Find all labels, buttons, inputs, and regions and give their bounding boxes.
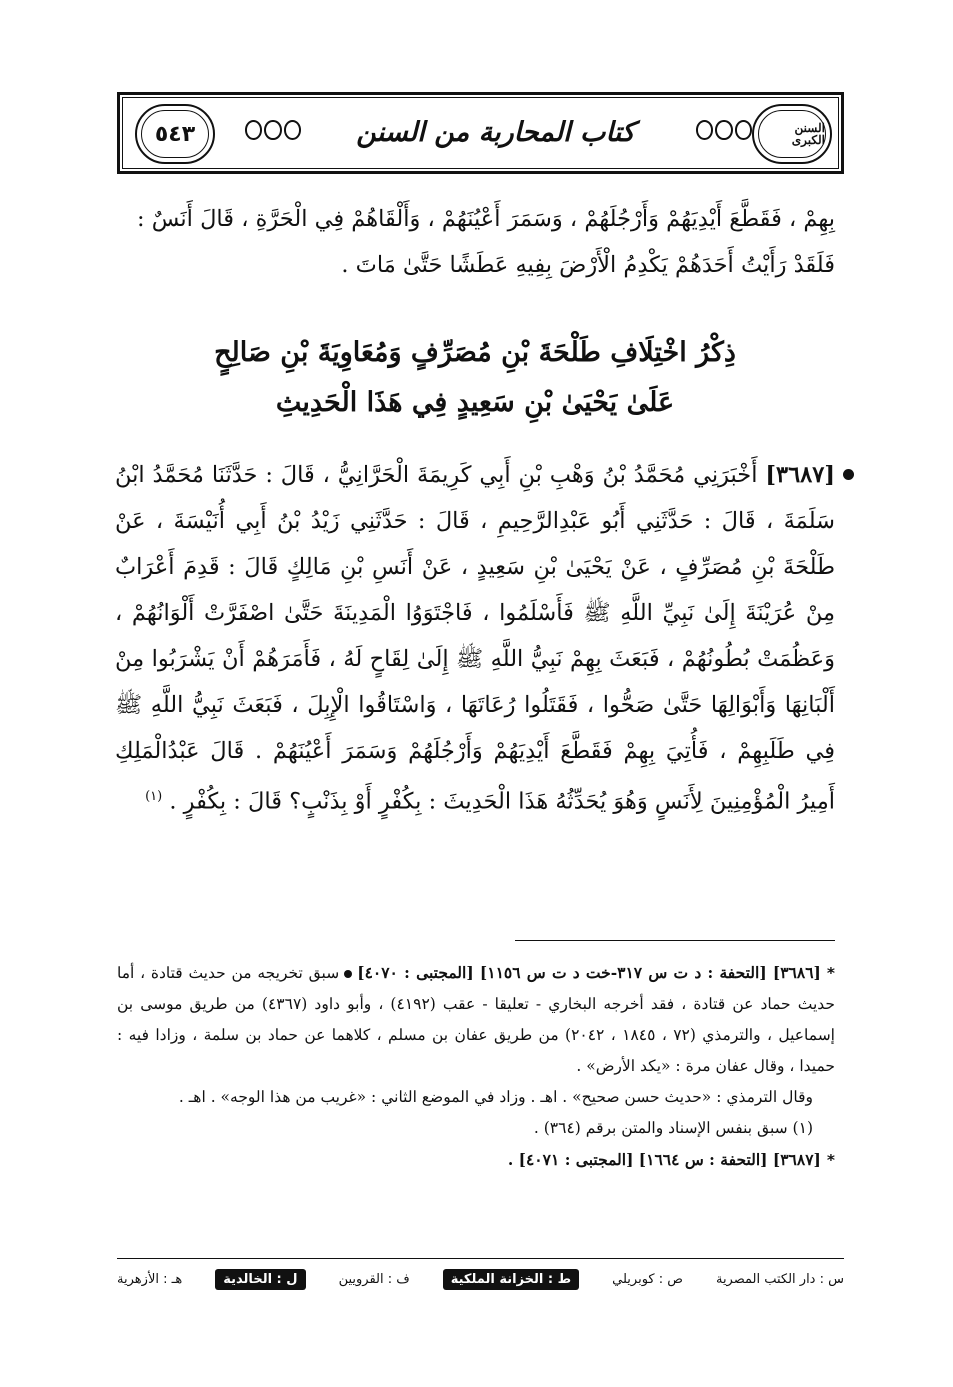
legend-fa: ف : القرويين — [338, 1271, 410, 1287]
footnote-3686-ref: [٣٦٨٦] [التحفة : د ت س ٣١٧-خت د ت س ١١٥٦] [المجتبى : ٤٠٧٠] — [357, 963, 821, 982]
emblem-badge — [752, 104, 832, 164]
intro-line-1: بِهِمْ ، فَقَطَّعَ أَيْدِيَهُمْ وَأَرْجُلَهُمْ ، وَسَمَرَ أَعْيُنَهُمْ ، وَأَلْقَاهُمْ فِي الْحَرَّةِ ، قَالَ أَنَسٌ : — [137, 206, 835, 232]
footnote-3687 — [117, 1144, 835, 1176]
legend-s: س : دار الكتب المصرية — [715, 1271, 844, 1287]
emblem-text: السنن الكبرى — [791, 121, 825, 147]
page-number: ٥٤٣ — [154, 121, 196, 147]
intro-paragraph — [115, 196, 835, 288]
footnote-reference: (١) — [145, 789, 163, 804]
footnote-1: (١) سبق بنفس الإسناد والمتن برقم (٣٦٤) . — [533, 1119, 813, 1137]
hadith-paragraph — [115, 452, 835, 825]
asterisk-icon: * — [826, 1151, 835, 1169]
legend-lam: ل : الخالدية — [215, 1269, 305, 1290]
footnote-3686 — [117, 957, 835, 1082]
bullet-icon — [843, 469, 854, 480]
page-header-frame — [117, 92, 844, 174]
footnotes — [117, 957, 835, 1176]
footnote-separator — [515, 940, 835, 941]
legend-separator — [117, 1258, 844, 1259]
book-title: كتاب المحاربة من السنن — [356, 116, 635, 148]
legend-sad: ص : كوبريلي — [612, 1271, 683, 1287]
ornament-chain-left — [245, 110, 301, 150]
hadith-number: [٣٦٨٧] — [765, 462, 835, 488]
page-number-badge — [135, 104, 215, 164]
footnote-tirmidhi: وقال الترمذي : «حديث حسن صحيح» . اهـ . وزاد في الموضع الثاني : «غريب من هذا الوجه» . اهـ . — [178, 1088, 813, 1106]
legend-ta: ط : الخزانة الملكية — [443, 1269, 579, 1290]
asterisk-icon: * — [826, 964, 835, 982]
hadith-text: أَخْبَرَنِي مُحَمَّدُ بْنُ وَهْبِ بْنِ أَبِي كَرِيمَةَ الْحَرَّانِيُّ ، قَالَ : حَدَّثَنَا مُحَمَّدُ ابْنُ سَلَمَةَ ، قَالَ : حَدَّثَنِي أَبُو عَبْدِالرَّحِيمِ ، قَالَ : حَدَّثَنِي زَيْدُ بْنُ أَبِي أُنَيْسَةَ ، عَنْ طَلْحَةَ بْنِ مُصَرِّفٍ ، عَنْ يَحْيَىٰ بْنِ سَعِيدٍ ، عَنْ أَنَسِ بْنِ مَالِكٍ قَالَ : قَدِمَ أَعْرَابٌ مِنْ عُرَيْنَةَ إِلَىٰ نَبِيِّ اللَّهِ ﷺ فَأَسْلَمُوا ، فَاجْتَوَوُا الْمَدِينَةَ حَتَّىٰ اصْفَرَّتْ أَلْوَانُهُمْ ، وَعَظُمَتْ بُطُونُهُمْ ، فَبَعَثَ بِهِمْ نَبِيُّ اللَّهِ ﷺ إِلَىٰ لِقَاحٍ لَهُ ، فَأَمَرَهُمْ أَنْ يَشْرَبُوا مِنْ أَلْبَانِهَا وَأَبْوَالِهَا حَتَّىٰ صَحُّوا ، فَقَتَلُوا رُعَاتَهَا ، وَاسْتَاقُوا الْإِبِلَ ، فَبَعَثَ نَبِيُّ اللَّهِ ﷺ فِي طَلَبِهِمْ ، فَأُتِيَ بِهِمْ فَقَطَّعَ أَيْدِيَهُمْ وَأَرْجُلَهُمْ وَسَمَرَ أَعْيُنَهُمْ . قَالَ عَبْدُالْمَلِكِ أَمِيرُ الْمُؤْمِنِينَ لِأَنَسٍ وَهُوَ يُحَدِّثُهُ هَذَا الْحَدِيثَ : بِكُفْرٍ أَوْ بِذَنْبٍ؟ قَالَ : بِكُفْرٍ . — [115, 462, 836, 815]
footnote-3686-text: سبق تخريجه من حديث قتادة ، أما حديث حماد عن قتادة ، فقد أخرجه البخاري - تعليقا - عقب (٤١٩٢) ، وأبو داود (٤٣٦٧) من طريق موسى بن إسماعيل ، والترمذي (٧٢ ، ١٨٤٥ ، ٢٠٤٢) من طريق عفان بن مسلم ، كلاهما عن حماد بن سلمة ، وزادا فيه : حميدا ، وقال عفان مرة : «يكد الأرض» . — [117, 964, 835, 1075]
ornament-chain-right — [696, 110, 752, 150]
heading-line-1: ذِكْرُ اخْتِلَافِ طَلْحَةَ بْنِ مُصَرِّفٍ وَمُعَاوِيَةَ بْنِ صَالِحٍ — [214, 337, 736, 368]
chapter-heading — [115, 328, 835, 428]
manuscript-legend — [117, 1266, 844, 1292]
footnote-3687-ref: [٣٦٨٧] [التحفة : س ١٦٦٤] [المجتبى : ٤٠٧١] . — [507, 1150, 821, 1169]
heading-line-2: عَلَىٰ يَحْيَىٰ بْنِ سَعِيدٍ فِي هَذَا الْحَدِيثِ — [275, 387, 675, 418]
intro-line-2: فَلَقَدْ رَأَيْتُ أَحَدَهُمْ يَكْدِمُ الْأَرْضَ بِفِيهِ عَطَشًا حَتَّىٰ مَاتَ . — [341, 252, 835, 278]
dot-icon — [344, 970, 352, 978]
legend-ha: هـ : الأزهرية — [117, 1271, 183, 1287]
